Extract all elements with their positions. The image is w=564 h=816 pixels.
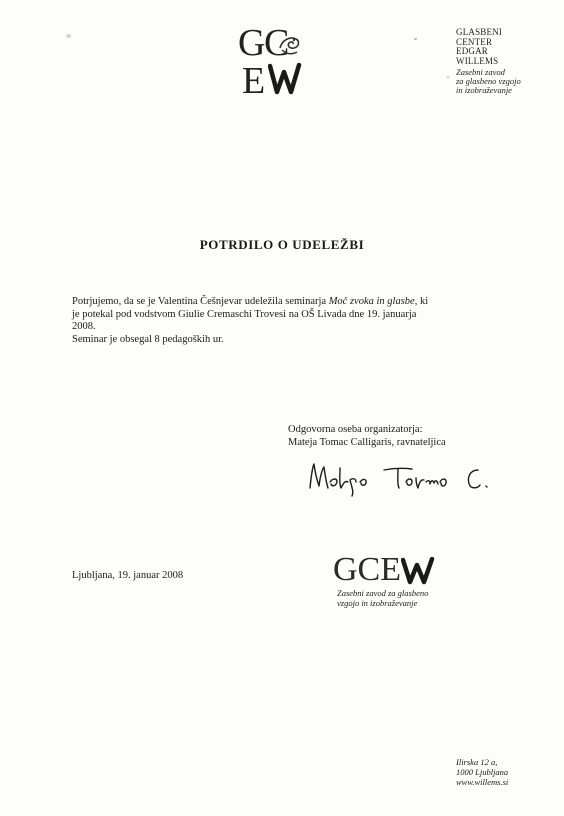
stamp-logo <box>333 553 453 587</box>
signer-name: Mateja Tomac Calligaris, ravnateljica <box>288 437 446 448</box>
logo-letter-g: G <box>238 22 266 64</box>
stamp-logo-text: GCE <box>333 551 401 588</box>
logo-letter-w-icon <box>268 62 302 96</box>
org-tagline <box>456 68 556 95</box>
body-line-2: je potekal pod vodstvom Giulie Cremaschi Trovesi na OŠ Livada dne 19. januarja <box>72 308 417 320</box>
address-line: Ilirska 12 a, <box>456 757 498 767</box>
org-name-line: GLASBENI <box>456 27 503 37</box>
certificate-body <box>72 296 502 346</box>
stamp-logo-w-icon <box>401 557 435 585</box>
date-place: Ljubljana, 19. januar 2008 <box>72 570 184 581</box>
gcew-logo <box>238 24 308 100</box>
logo-letter-e: E <box>242 60 266 102</box>
website-line: www.willems.si <box>456 777 509 787</box>
logo-letter-c: C <box>264 22 290 64</box>
stamp-tagline-line: vzgojo in izobraževanje <box>337 597 418 608</box>
scan-speck <box>414 38 417 40</box>
stamp-tagline <box>337 589 453 608</box>
body-line-1 <box>72 296 502 309</box>
signer-block <box>288 423 446 449</box>
org-name-line: WILLEMS <box>456 55 499 66</box>
signer-role: Odgovorna oseba organizatorja: <box>288 424 423 435</box>
body-line-3: 2008. <box>72 321 96 332</box>
address-line: 1000 Ljubljana <box>456 767 509 777</box>
seminar-title: Moč zvoka in glasbe <box>328 296 415 307</box>
body-line-4: Seminar je obsegal 8 pedagoških ur. <box>72 333 224 345</box>
scan-speck <box>66 34 71 38</box>
scan-speck <box>447 76 449 78</box>
org-tagline-line: Zasebni zavod <box>456 67 505 77</box>
org-name-line: CENTER <box>456 36 493 47</box>
body-line-1-prefix: Potrjujemo, da se je Valentina Češnjevar udeležila seminarja <box>72 296 329 307</box>
gcew-stamp <box>333 553 453 608</box>
stamp-tagline-line: Zasebni zavod za glasbeno <box>337 588 429 598</box>
org-name-line: EDGAR <box>456 46 488 56</box>
body-line-1-suffix: , ki <box>414 296 429 307</box>
org-tagline-line: za glasbeno vzgojo <box>456 76 521 86</box>
org-tagline-line: in izobraževanje <box>456 85 512 95</box>
address-block <box>456 757 508 787</box>
document-title: POTRDILO O UDELEŽBI <box>199 237 365 252</box>
org-name-block <box>456 28 556 95</box>
bird-emblem-icon <box>276 30 302 60</box>
handwritten-signature <box>306 458 496 498</box>
